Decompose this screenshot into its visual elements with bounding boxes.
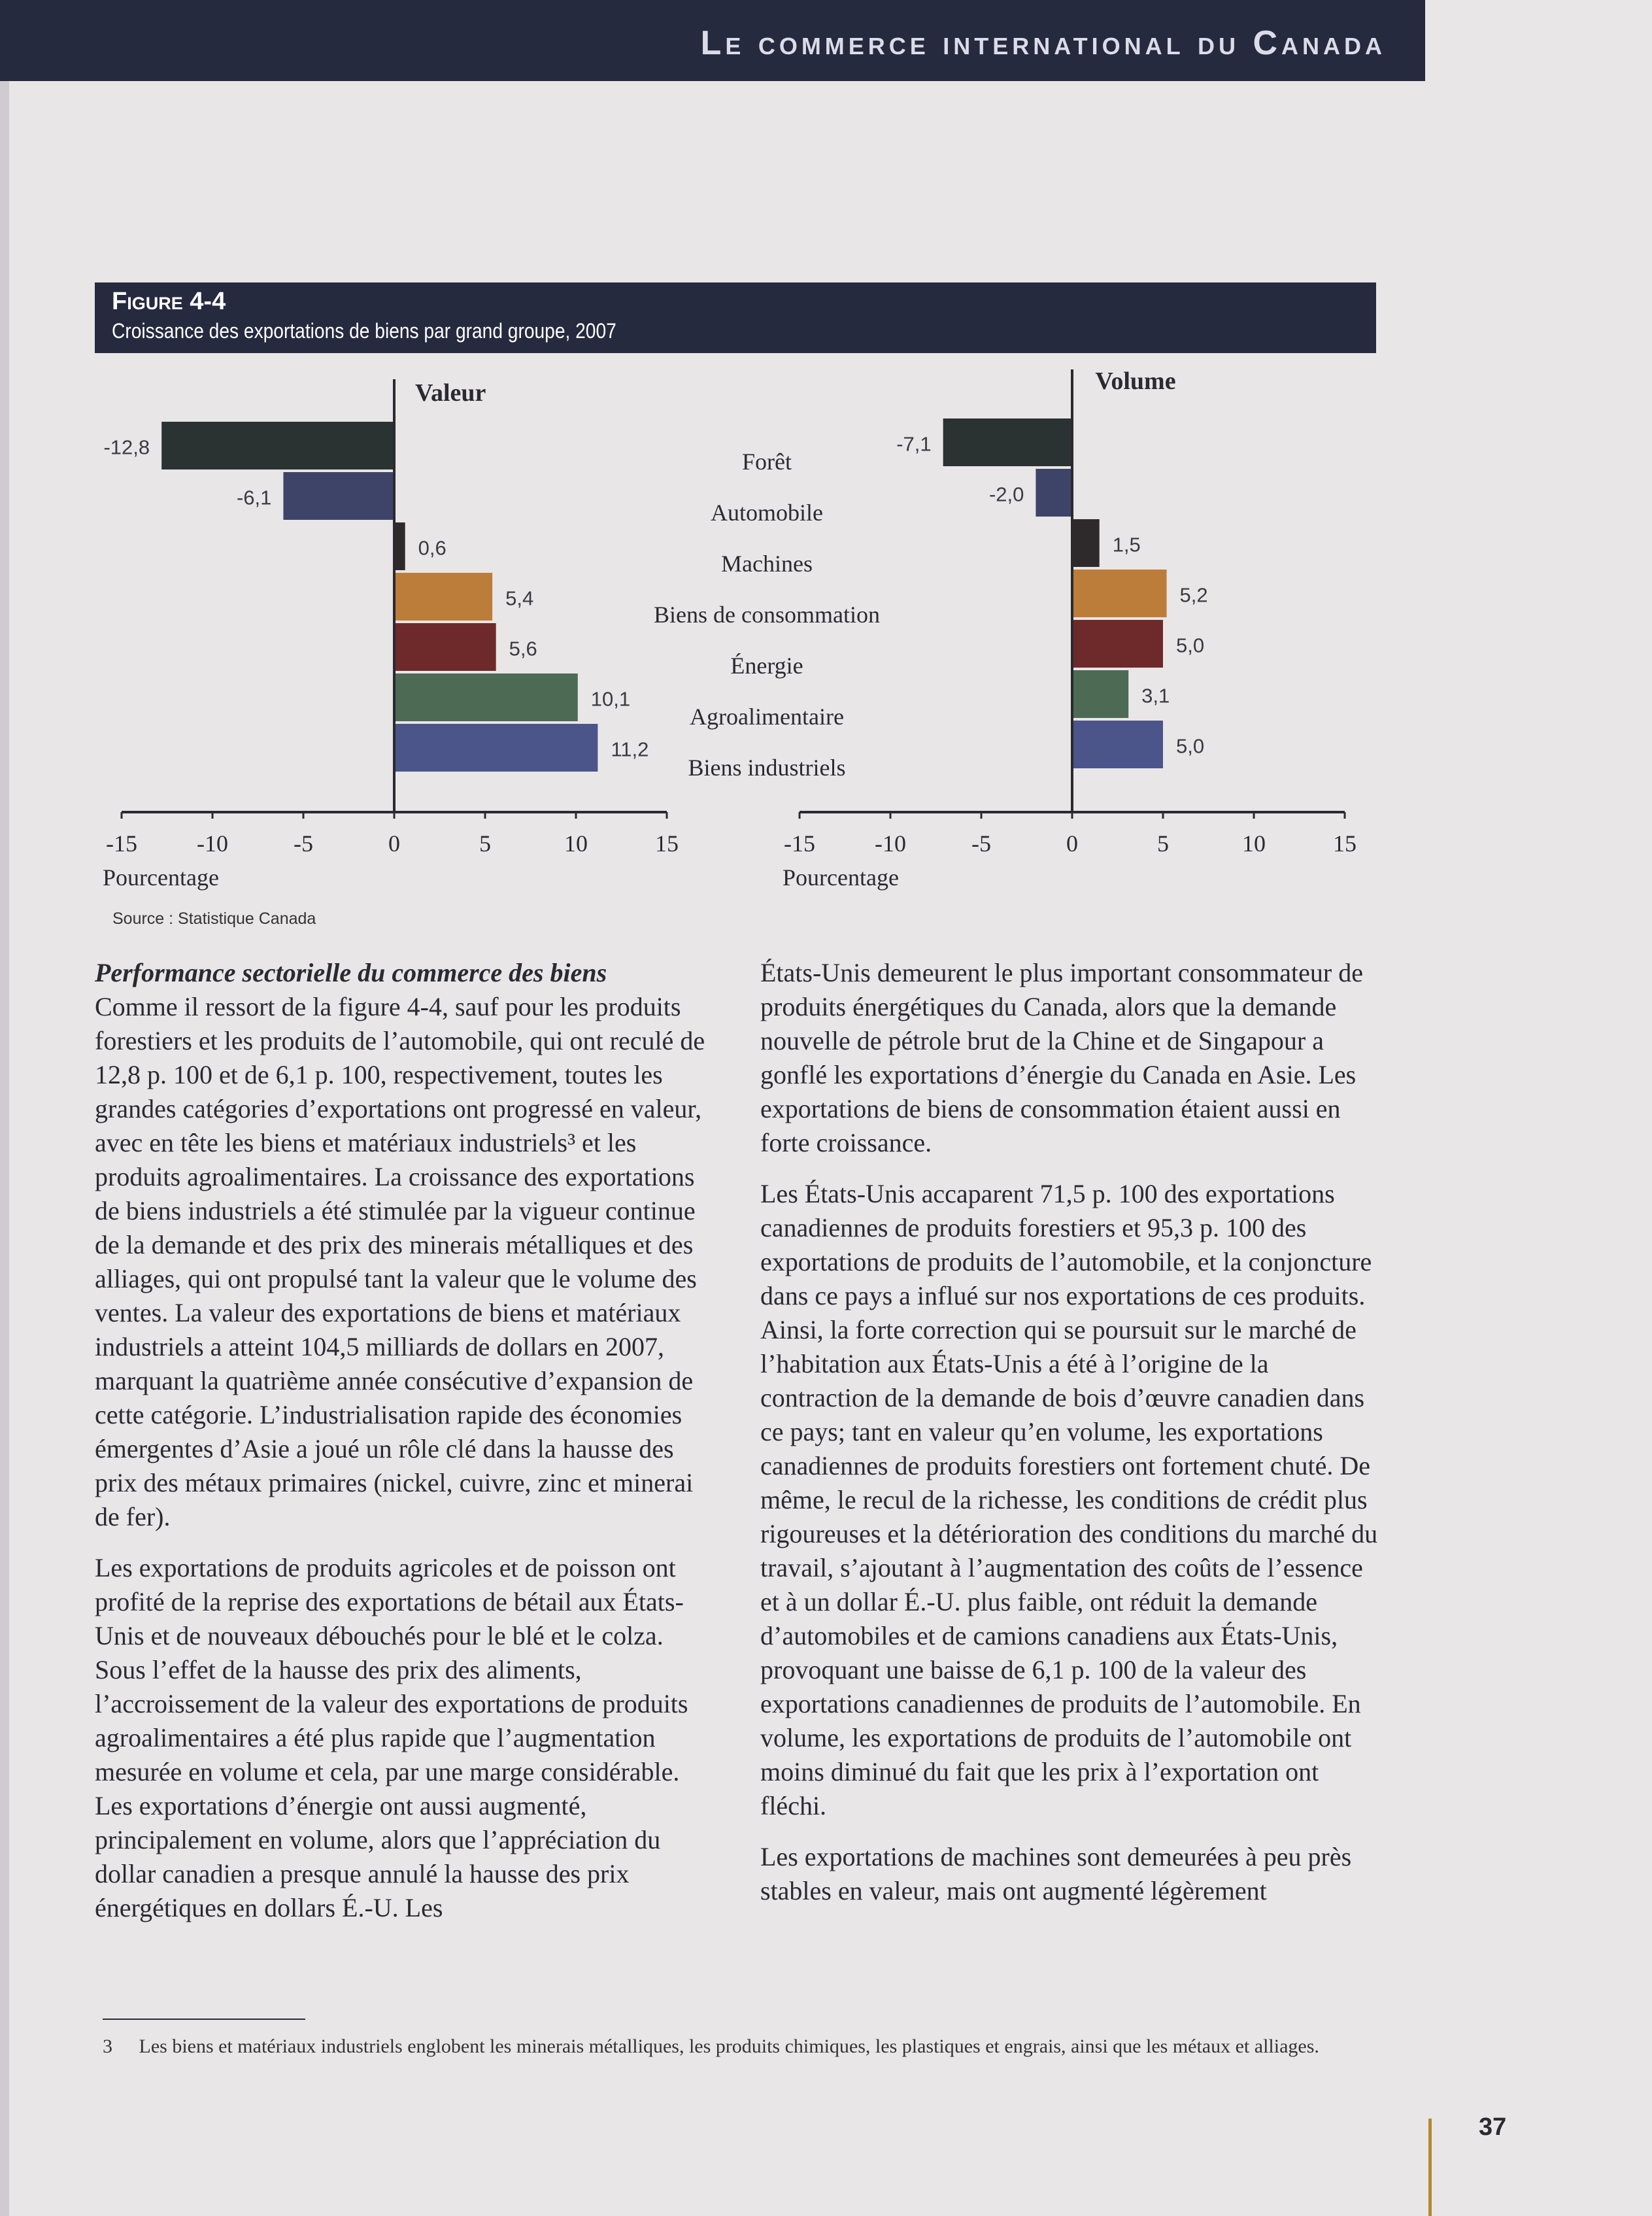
data-label: 10,1 [590, 687, 631, 711]
category-label: Biens industriels [688, 755, 846, 781]
x-axis-label: Pourcentage [783, 864, 899, 891]
bar [943, 418, 1072, 466]
data-label: 5,0 [1176, 734, 1205, 758]
panel-title: Volume [1095, 367, 1176, 395]
category-label: Machines [721, 551, 813, 577]
x-tick-label: -10 [875, 830, 906, 857]
data-label: 3,1 [1141, 684, 1170, 707]
bar [1072, 519, 1100, 567]
category-label: Énergie [730, 653, 803, 679]
x-tick-label: 5 [1157, 830, 1169, 857]
data-label: -7,1 [896, 432, 932, 456]
category-label: Biens de consommation [654, 602, 880, 628]
x-tick-label: -10 [197, 830, 228, 857]
data-label: 5,2 [1179, 583, 1208, 607]
bar [1072, 721, 1163, 768]
bar [1036, 469, 1072, 517]
x-tick-label: 0 [388, 830, 400, 857]
data-label: 11,2 [611, 738, 649, 761]
bar [394, 623, 496, 671]
data-label: -6,1 [236, 486, 272, 509]
x-tick-label: 10 [564, 830, 588, 857]
bar [394, 673, 578, 721]
x-tick-label: -15 [106, 830, 137, 857]
data-label: 1,5 [1112, 533, 1141, 556]
paragraph-text: Comme il ressort de la figure 4-4, sauf pour les produits forestiers et les produits de l’automobile, qui ont reculé de 12,8 p. 100 et de 6,1 p. 100, respectivement, toutes les grandes catégories d’exportations ont progressé en valeur, avec en tête les biens et matériaux industriels³ et les produits agroalimentaires. La croissance des exportations de biens industriels a été stimulée par la vigueur continue de la demande et des prix des minerais métalliques et des alliages, qui ont propulsé tant la valeur que le volume des ventes. La valeur des exportations de biens et matériaux industriels a atteint 104,5 milliards de dollars en 2007, marquant la quatrième année consécutive d’expansion de cette catégorie. L’industrialisation rapide des économies émergentes d’Asie a joué un rôle clé dans la hausse des prix des métaux primaires (nickel, cuivre, zinc et minerai de fer). [95, 992, 705, 1531]
data-label: 5,6 [509, 637, 537, 660]
bar [283, 472, 394, 520]
figure-subtitle: Croissance des exportations de biens par grand groupe, 2007 [112, 319, 616, 343]
x-tick-label: 15 [655, 830, 679, 857]
panel-title: Valeur [415, 379, 486, 407]
paragraph: Les États-Unis accaparent 71,5 p. 100 des exportations canadiennes de produits forestiers et 95,3 p. 100 des exportations de produits de l’automobile, et la conjoncture dans ce pays a influé sur nos exportations de ces produits. Ainsi, la forte correction qui se poursuit sur le marché de l’habitation aux États-Unis a été à l’origine de la contraction de la demande de bois d’œuvre canadien dans ce pays; tant en valeur qu’en volume, les exportations canadiennes de produits forestiers ont fortement chuté. De même, le recul de la richesse, les conditions de crédit plus rigoureuses et la détérioration des conditions du marché du travail, s’ajoutant à l’augmentation des coûts de l’essence et à un dollar É.-U. plus faible, ont réduit la demande d’automobiles et de camions canadiens aux États-Unis, provoquant une baisse de 6,1 p. 100 de la valeur des exportations canadiennes de produits de l’automobile. En volume, les exportations de produits de l’automobile ont moins diminué du fait que les prix à l’exportation ont fléchi. [760, 1179, 1378, 1820]
x-tick-label: -5 [971, 830, 991, 857]
body-column-left [95, 956, 716, 1942]
x-axis-label: Pourcentage [103, 864, 219, 891]
x-tick-label: -5 [294, 830, 313, 857]
paragraph: États-Unis demeurent le plus important consommateur de produits énergétiques du Canada, alors que la demande nouvelle de pétrole brut de la Chine et de Singapour a gonflé les exportations d’énergie du Canada en Asie. Les exportations de biens de consommation étaient aussi en forte croissance. [760, 958, 1363, 1157]
footnote [103, 2032, 1345, 2061]
data-label: 5,0 [1176, 634, 1205, 657]
footnote-divider [103, 2019, 305, 2020]
section-heading: Performance sectorielle du commerce des biens [95, 958, 607, 987]
category-label: Automobile [711, 500, 823, 526]
footnote-text: Les biens et matériaux industriels englobent les minerais métalliques, les produits chimiques, les plastiques et engrais, ainsi que les métaux et alliages. [139, 2036, 1319, 2057]
x-tick-label: -15 [784, 830, 815, 857]
footnote-number: 3 [103, 2036, 112, 2057]
figure-title-band [95, 282, 1376, 353]
paragraph [95, 956, 716, 1534]
bar [394, 522, 405, 570]
running-header-title: Le commerce international du Canada [700, 24, 1386, 62]
figure-label: Figure 4-4 [112, 288, 226, 315]
bar [394, 573, 492, 621]
bar [394, 724, 598, 772]
export-growth-chart [0, 353, 1652, 942]
page-edge-shadow [0, 0, 9, 2216]
x-tick-label: 0 [1066, 830, 1078, 857]
x-tick-label: 15 [1333, 830, 1357, 857]
paragraph: Les exportations de produits agricoles et de poisson ont profité de la reprise des exportations de bétail aux États-Unis et de nouveaux débouchés pour le blé et le colza. Sous l’effet de la hausse des prix des aliments, l’accroissement de la valeur des exportations de produits agroalimentaires a été plus rapide que l’augmentation mesurée en volume et cela, par une marge considérable. Les exportations d’énergie ont aussi augmenté, principalement en volume, alors que l’appréciation du dollar canadien a presque annulé la hausse des prix énergétiques en dollars É.-U. Les [95, 1553, 688, 1922]
x-tick-label: 5 [479, 830, 491, 857]
bar [1072, 670, 1128, 718]
category-label: Forêt [742, 449, 792, 475]
data-label: -2,0 [988, 483, 1024, 506]
running-header [0, 0, 1425, 81]
category-label: Agroalimentaire [690, 704, 844, 730]
paragraph: Les exportations de machines sont demeurées à peu près stables en valeur, mais ont augmenté légèrement [760, 1842, 1352, 1905]
x-tick-label: 10 [1242, 830, 1266, 857]
body-column-right [760, 956, 1381, 1925]
figure-source: Source : Statistique Canada [112, 910, 316, 928]
data-label: 5,4 [505, 587, 534, 610]
page-number-rule [1428, 2119, 1432, 2216]
page-number: 37 [1479, 2113, 1507, 2141]
bar [1072, 620, 1163, 668]
data-label: 0,6 [418, 536, 447, 560]
bar [1072, 570, 1167, 617]
bar [161, 422, 394, 469]
data-label: -12,8 [103, 435, 150, 459]
